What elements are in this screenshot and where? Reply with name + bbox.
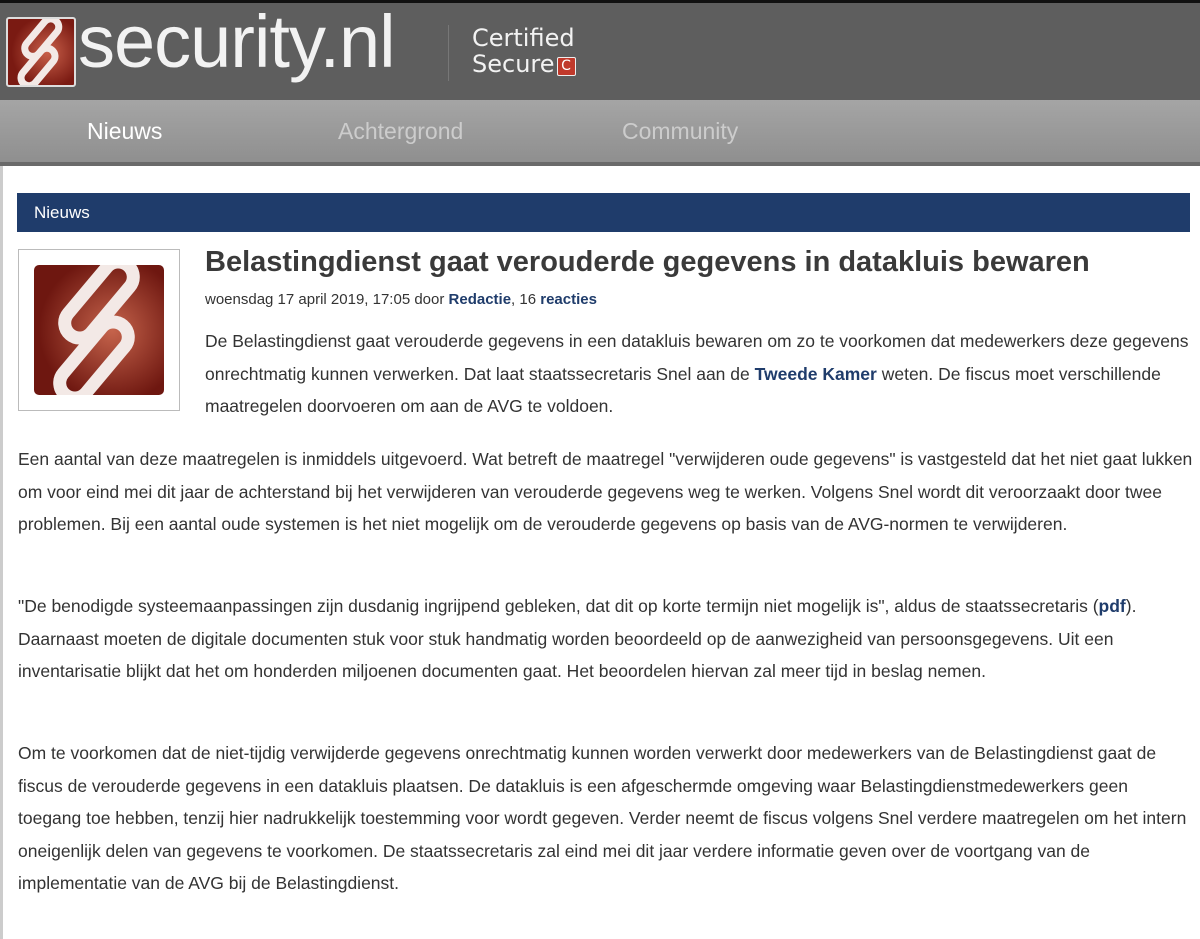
pdf-link[interactable]: pdf	[1098, 596, 1126, 616]
author-link[interactable]: Redactie	[448, 291, 512, 308]
divider	[448, 25, 449, 81]
site-brand[interactable]: security.nl	[78, 0, 395, 83]
chain-link-logo-icon[interactable]	[6, 17, 76, 87]
byline-sep: , 16	[511, 291, 541, 308]
site-header	[0, 0, 1200, 100]
article-thumbnail	[18, 249, 180, 411]
certified-secure-badge[interactable]	[472, 25, 576, 77]
cert-c-icon: C	[557, 57, 576, 76]
article-intro	[205, 325, 1195, 423]
main-nav	[0, 100, 1200, 166]
nav-nieuws[interactable]: Nieuws	[87, 118, 163, 144]
article-paragraph: Een aantal van deze maatregelen is inmiddels uitgevoerd. Wat betreft de maatregel "verwijderen oude gegevens" is vastgesteld dat het niet gaat lukken om voor eind mei dit jaar de achterstand bij het verwijderen van verouderde gegevens weg te werken. Volgens Snel wordt dit veroorzaakt door twee problemen. Bij een aantal oude systemen is het niet mogelijk om de verouderde gegevens op basis van de AVG-normen te verwijderen.	[18, 449, 1193, 534]
cert-line2: Secure	[472, 50, 555, 78]
text: ). Daarnaast moeten de digitale documenten stuk voor stuk handmatig worden beoordeeld op de aanwezigheid van persoonsgegevens. Uit een inventarisatie blijkt dat het om honderden miljoenen documenten gaat. Het beoordelen hiervan zal meer tijd in beslag nemen.	[18, 596, 1137, 681]
nav-achtergrond[interactable]: Achtergrond	[338, 118, 464, 144]
article-title: Belastingdienst gaat verouderde gegevens in datakluis bewaren	[205, 246, 1090, 278]
article-paragraph: Om te voorkomen dat de niet-tijdig verwijderde gegevens onrechtmatig kunnen worden verwerkt door medewerkers van de Belastingdienst gaat de fiscus de verouderde gegevens in een datakluis plaatsen. De datakluis is een afgeschermde omgeving waar Belastingdienstmedewerkers geen toegang toe hebben, tenzij hier nadrukkelijk toestemming voor wordt gegeven. Verder neemt de fiscus volgens Snel verdere maatregelen om het intern oneigenlijk delen van gegevens te voorkomen. De staatssecretaris zal eind mei dit jaar verdere informatie geven over de voortgang van de implementatie van de AVG bij de Belastingdienst.	[18, 743, 1187, 893]
comments-link[interactable]: reacties	[540, 291, 597, 308]
cert-line1: Certified	[472, 24, 575, 52]
tweede-kamer-link[interactable]: Tweede Kamer	[754, 363, 877, 384]
text: De Belastingdienst gaat verouderde gegevens in een datakluis bewaren om zo te voorkomen dat medewerkers deze gegevens onrechtmatig kunnen verwerken. Dat laat staatssecretaris Snel aan de	[205, 331, 1189, 384]
byline-date: woensdag 17 april 2019, 17:05 door	[205, 291, 449, 308]
nav-community[interactable]: Community	[622, 118, 739, 144]
article-paragraph	[18, 590, 1196, 688]
section-header: Nieuws	[17, 193, 1190, 232]
article-byline	[205, 291, 597, 308]
chain-link-icon	[34, 265, 164, 395]
text: "De benodigde systeemaanpassingen zijn dusdanig ingrijpend gebleken, dat dit op korte termijn niet mogelijk is", aldus de staatssecretaris (	[18, 596, 1099, 616]
text: weten. De fiscus moet verschillende maatregelen doorvoeren om aan de AVG te voldoen.	[205, 363, 1161, 416]
